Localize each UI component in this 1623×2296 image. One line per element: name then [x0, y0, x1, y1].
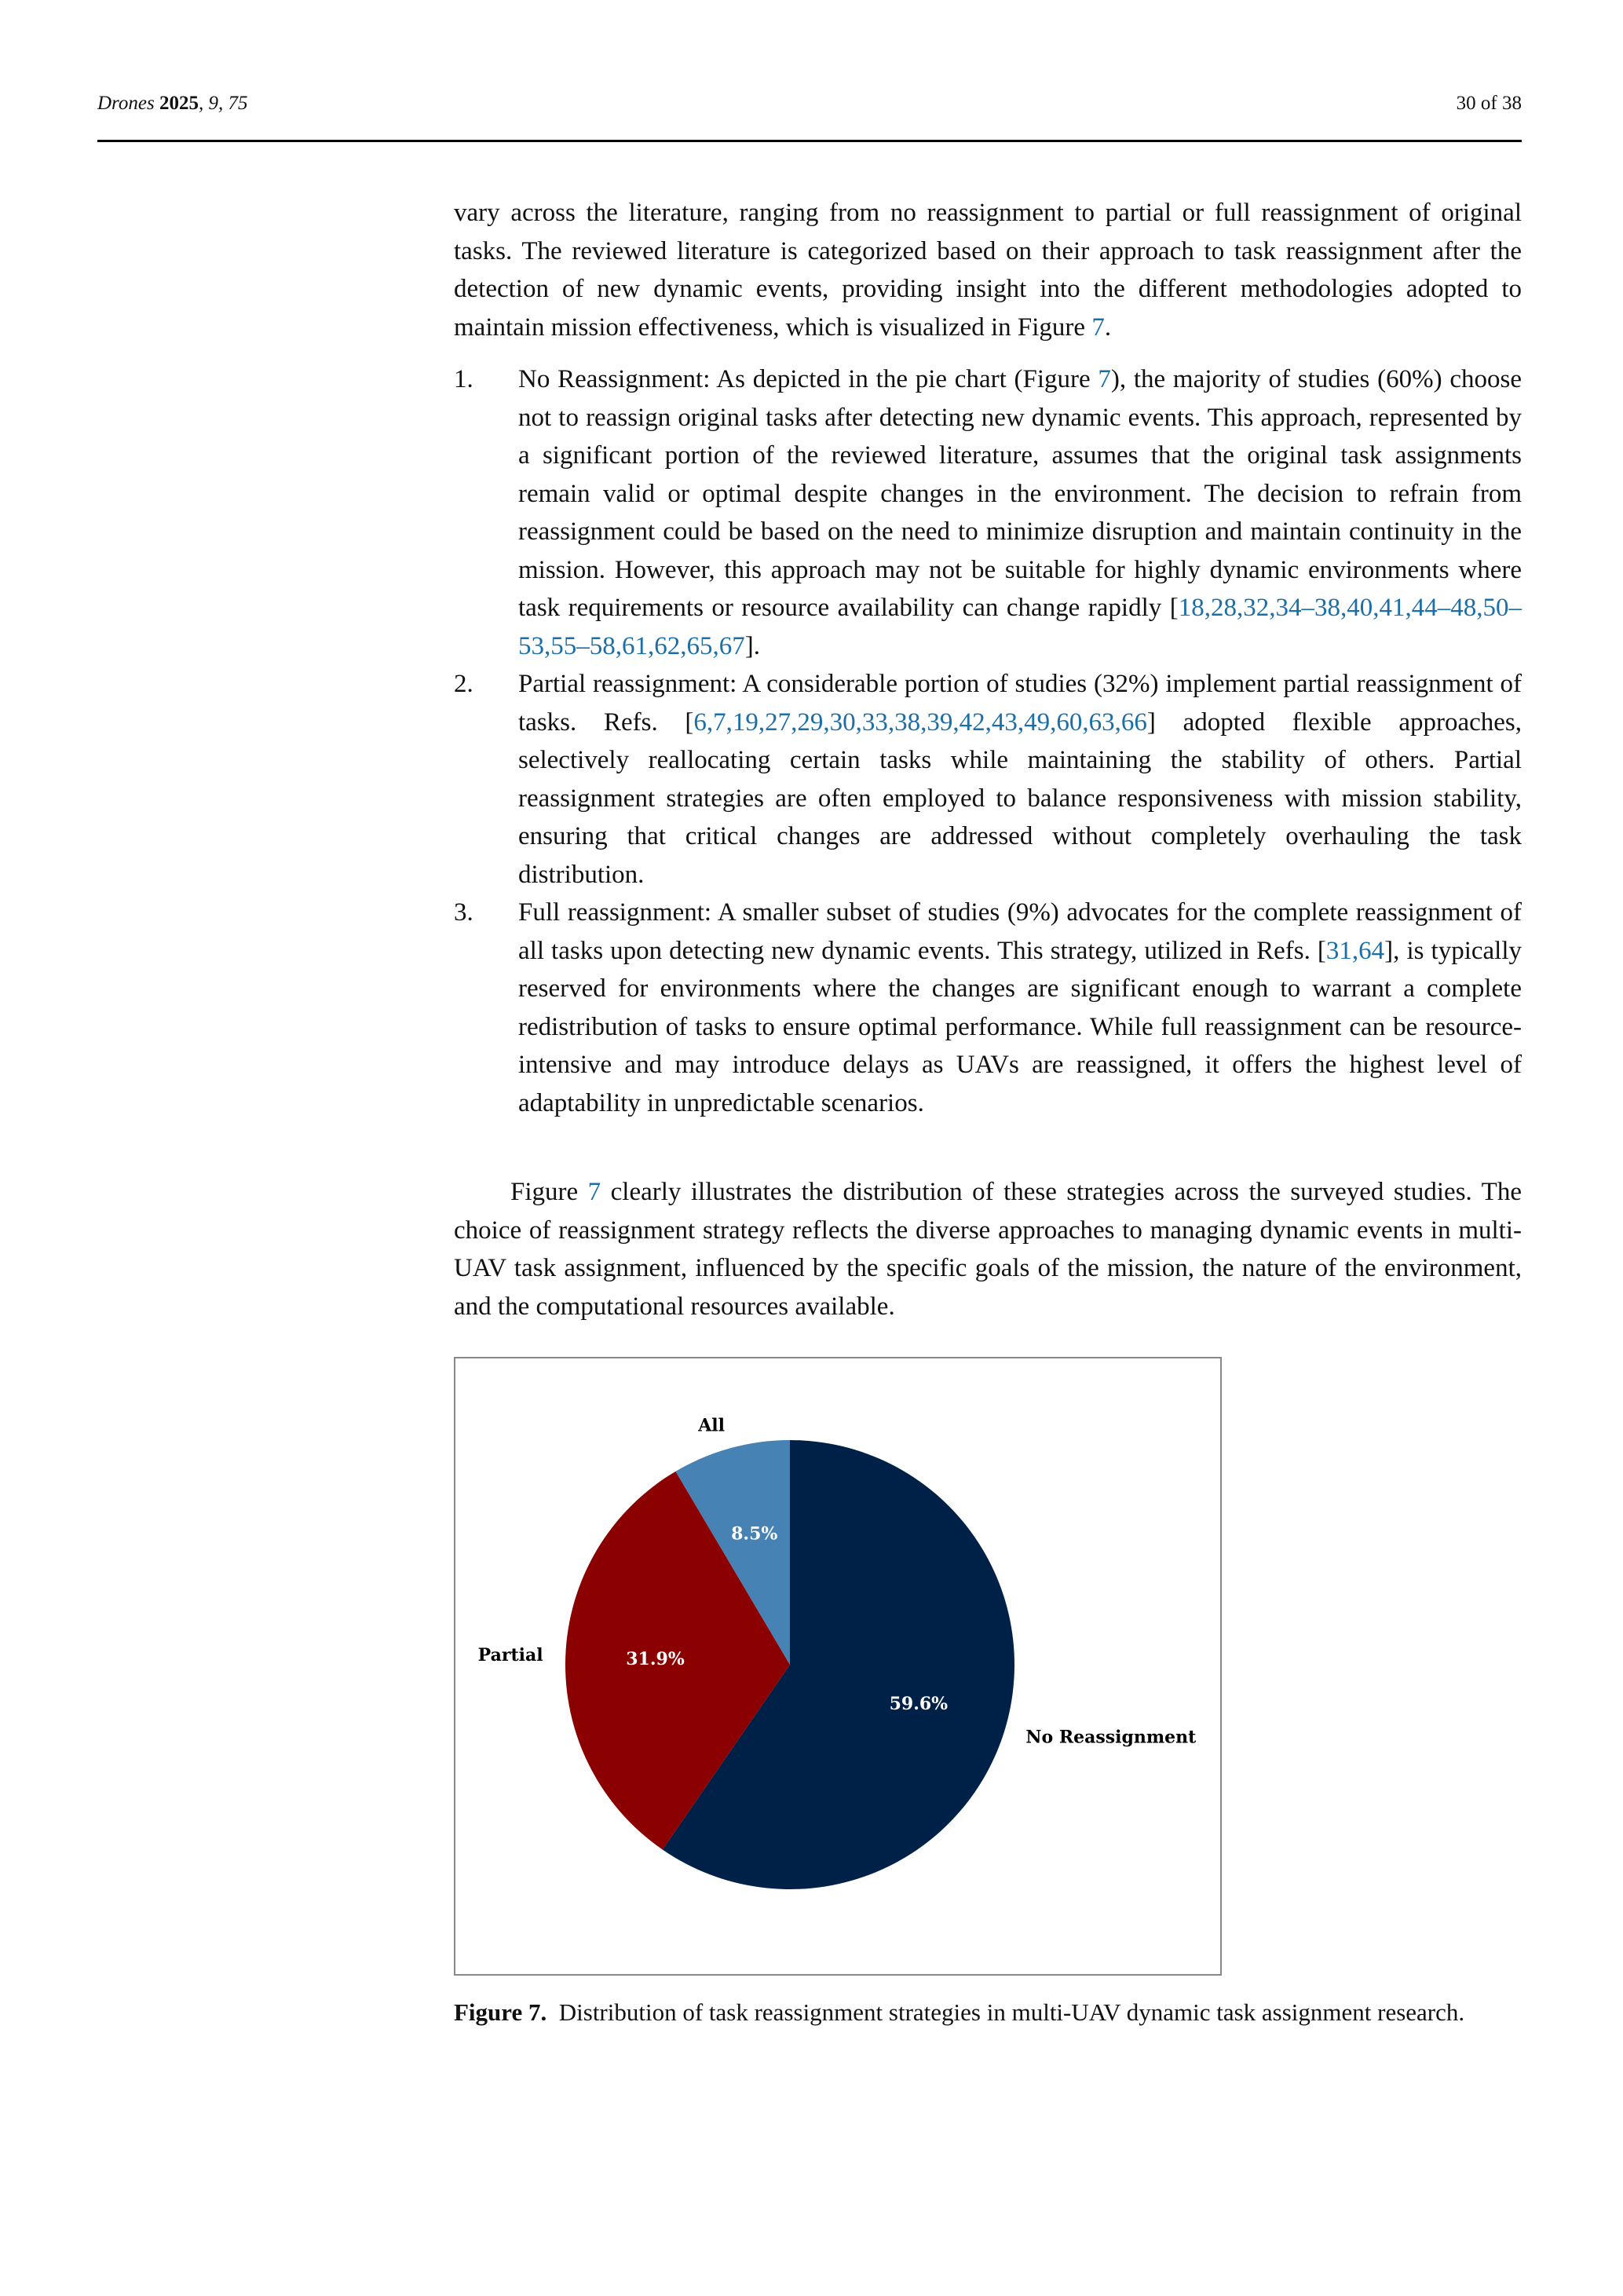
closing-paragraph [454, 1173, 1522, 1325]
list-number: 3. [454, 898, 473, 927]
list-text: ], is typically reserved for environments where the changes are significant enough to warrant a complete redistribution of tasks to ensure optimal performance. While full reassignment can be resource-intensive and may introduce delays as UAVs are reassigned, it offers the highest level of adaptability in unpredictable scenarios. [518, 936, 1522, 1117]
citation-links[interactable]: 18,28,32,34–38,40,41,44–48,50–53,55–58,61,62,65,67 [518, 594, 1522, 660]
slice-percent-label: 8.5% [731, 1523, 778, 1545]
page-header [97, 93, 1522, 142]
figure-link[interactable]: 7 [1091, 313, 1105, 342]
strategy-list [454, 360, 1522, 1122]
list-text: ), the majority of studies (60%) choose not to reassign original tasks after detecting new dynamic events. This approach, represented by a significant portion of the reviewed literature, assumes that the original task assignments remain valid or optimal despite changes in the environment. The decision to refrain from reassignment could be based on the need to minimize disruption and maintain continuity in the mission. However, this approach may not be suitable for highly dynamic environments where task requirements or resource availability can change rapidly [ [518, 365, 1522, 622]
list-number: 1. [454, 365, 473, 393]
figure-caption-text: Distribution of task reassignment strategies in multi-UAV dynamic task assignment research. [558, 1998, 1465, 2026]
citation-links[interactable]: 6,7,19,27,29,30,33,38,39,42,43,49,60,63,66 [693, 707, 1147, 737]
figure-7-pie-chart [454, 1357, 1222, 1976]
figure-caption [454, 1994, 1522, 2031]
slice-percent-label: 59.6% [889, 1693, 949, 1714]
figure-link[interactable]: 7 [587, 1178, 601, 1206]
list-text: Partial reassignment: A considerable portion of studies (32%) implement partial reassignment of tasks. Refs. [ [518, 670, 1522, 737]
journal-name: Drones [97, 93, 155, 114]
figure-label: Figure 7. [454, 1998, 547, 2026]
list-text: ]. [744, 631, 760, 660]
list-text: No Reassignment: As depicted in the pie chart (Figure [518, 365, 1098, 393]
journal-article: 75 [228, 93, 248, 114]
page-number: 30 of 38 [1456, 93, 1522, 114]
journal-volume: 9 [208, 93, 218, 114]
journal-year: 2025 [159, 93, 199, 114]
slice-category-label: No Reassignment [1025, 1727, 1197, 1748]
intro-text-end: . [1104, 313, 1112, 342]
journal-citation: Drones 2025, 9, 75 [97, 93, 248, 114]
slice-percent-label: 31.9% [626, 1649, 685, 1670]
closing-text: Figure [510, 1178, 588, 1206]
list-number: 2. [454, 670, 473, 698]
list-text: ] adopted flexible approaches, selectively reallocating certain tasks while maintaining the stability of others. Partial reassignment strategies are often employed to balance responsiveness with mission stability, ensuring that critical changes are addressed without completely overhauling the task distribution. [518, 707, 1522, 889]
intro-text: vary across the literature, ranging from no reassignment to partial or full reassignment of original tasks. The reviewed literature is categorized based on their approach to task reassignment after the detection of new dynamic events, providing insight into the different methodologies adopted to maintain mission effectiveness, which is visualized in Figure [454, 199, 1522, 342]
closing-text-end: clearly illustrates the distribution of these strategies across the surveyed studies. The choice of reassignment strategy reflects the diverse approaches to managing dynamic events in multi-UAV task assignment, influenced by the specific goals of the mission, the nature of the environment, and the computational resources available. [454, 1178, 1522, 1321]
list-item-partial-reassignment [454, 665, 1522, 894]
figure-link[interactable]: 7 [1098, 365, 1111, 393]
slice-category-label: Partial [477, 1645, 543, 1666]
intro-paragraph [454, 194, 1522, 346]
citation-links[interactable]: 31,64 [1325, 936, 1385, 965]
pie-chart-svg [455, 1358, 1220, 1974]
list-text: Full reassignment: A smaller subset of studies (9%) advocates for the complete reassignment of all tasks upon detecting new dynamic events. This strategy, utilized in Refs. [ [518, 898, 1522, 965]
list-item-full-reassignment [454, 894, 1522, 1122]
list-item-no-reassignment [454, 360, 1522, 665]
slice-category-label: All [698, 1415, 725, 1436]
